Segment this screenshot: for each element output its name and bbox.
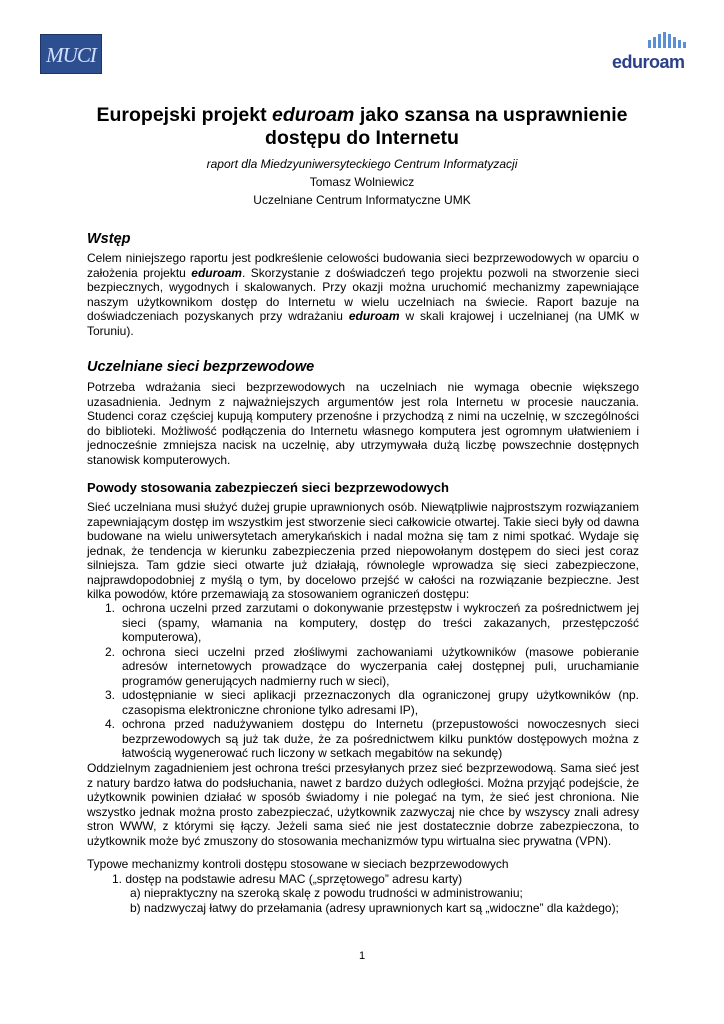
eduroam-logo bbox=[610, 30, 690, 78]
mechanism-1a: a) niepraktyczny na szeroką skalę z powodu trudności w administrowaniu; bbox=[130, 886, 523, 900]
mechanisms-intro: Typowe mechanizmy kontroli dostępu stosowane w sieciach bezprzewodowych bbox=[87, 857, 509, 871]
eduroam-logo-text: eduroam bbox=[612, 52, 685, 72]
mechanism-1: 1. dostęp na podstawie adresu MAC („sprzętowego” adresu karty) bbox=[112, 872, 463, 886]
page-number: 1 bbox=[358, 950, 366, 962]
author: Tomasz Wolniewicz bbox=[309, 175, 415, 189]
university-networks-paragraph: Potrzeba wdrażania sieci bezprzewodowych na uczelniach nie wymaga obecnie większego uzasadnienia. Jednym z najważniejszych argumentów jest rola Internetu w procesie nauczania. Studenci coraz częściej kupują komputery przenośne i przychodzą z nimi na uczelnię, w szczególności do biblioteki. Możliwość podłączenia do Internetu własnego komputera jest ogromnym ułatwieniem i jednocześnie zmniejsza nacisk na uczelnię, aby utrzymywała dużą liczbę powszechnie dostępnych stanowisk komputerowych. bbox=[87, 380, 639, 467]
heading-intro: Wstęp bbox=[87, 231, 131, 247]
page-title: Europejski projekt eduroam jako szansa na usprawnienie bbox=[96, 104, 628, 126]
list-item: 4. ochrona przed nadużywaniem dostępu do Internetu (przepustowości nowoczesnych sieci bezprzewodowych są już tak duże, że za pośrednictwem kilku punktów dostępowych można z łatwością wygenerować ruch liczony w setkach megabitów na sekundę) bbox=[105, 717, 639, 760]
heading-university-networks: Uczelniane sieci bezprzewodowe bbox=[87, 359, 315, 375]
muci-logo bbox=[40, 34, 102, 74]
page-title-line2: dostępu do Internetu bbox=[265, 127, 459, 149]
reasons-list bbox=[87, 601, 639, 761]
list-item: 1. ochrona uczelni przed zarzutami o dokonywanie przestępstw i wykroczeń za pośrednictwem jej sieci (spamy, włamania na komputery, dostęp do treści zakazanych, przestępczość komputerowa), bbox=[105, 601, 639, 644]
mechanism-1b: b) nadzwyczaj łatwy do przełamania (adresy uprawnionych kart są „widoczne” dla każdego); bbox=[130, 901, 619, 915]
list-item: 3. udostępnianie w sieci aplikacji przeznaczonych dla ograniczonej grupy użytkowników (np. czasopisma elektroniczne chronione tylko adresami IP), bbox=[105, 688, 639, 717]
muci-logo-text: MUCI bbox=[46, 43, 96, 67]
intro-paragraph: Celem niniejszego raportu jest podkreślenie celowości budowania sieci bezprzewodowych w oparciu o założenia projektu eduroam. Skorzystanie z doświadczeń tego projektu pozwoli na stworzenie sieci bezpiecznych, wygodnych i skalowanych. Przy okazji można uruchomić mechanizmy zapewniające naszym użytkownikom dostęp do Internetu w wielu uczelniach na świecie. Raport bazuje na doświadczeniach pozyskanych przy wdrażaniu eduroam w skali krajowej i uczelnianej (na UMK w Toruniu). bbox=[87, 251, 640, 338]
affiliation: Uczelniane Centrum Informatyczne UMK bbox=[253, 193, 471, 207]
wifi-waves-icon bbox=[646, 30, 690, 52]
content-protection-paragraph: Oddzielnym zagadnieniem jest ochrona treści przesyłanych przez sieć bezprzewodową. Sama sieć jest z natury bardzo łatwa do podsłuchania, nawet z bardzo dużych odległości. Można przyjąć podejście, że użytkownik powinien działać w sposób świadomy i nie polegać na tym, że sieć jest chroniona. Nie wszystko jednak można prosto zabezpieczać, użytkownik zazwyczaj nie chce by wszyscy znali adresy stron WWW, z którymi się łączy. Jeżeli sama sieć nie jest dostatecznie dobrze zabezpieczona, to użytkownik może być zmuszony do stosowania mechanizmów typu wirtualna siec prywatna (VPN). bbox=[87, 761, 639, 848]
heading-security-reasons: Powody stosowania zabezpieczeń sieci bezprzewodowych bbox=[87, 480, 449, 495]
security-reasons-paragraph: Sieć uczelniana musi służyć dużej grupie uprawnionych osób. Niewątpliwie najprostszym rozwiązaniem zapewniającym dostęp im wszystkim jest stworzenie sieci całkowicie otwartej. Takie sieci były od dawna budowane na wielu uniwersytetach amerykańskich i nadal można się tam z nimi spotkać. Wydaje się jednak, że tendencja w kierunku zabezpieczenia przed niepowołanym dostępem do sieci jest coraz silniejsza. Tam gdzie sieci otwarte już działają, równolegle wprowadza się sieci zabezpieczone, najprawdopodobniej z myślą o tym, by docelowo przejść w całości na rozwiązanie bezpieczne. Jest kilka powodów, które przemawiają za stosowaniem ograniczeń dostępu: bbox=[87, 500, 639, 601]
report-subtitle: raport dla Miedzyuniwersyteckiego Centrum Informatyzacji bbox=[206, 157, 518, 171]
list-item: 2. ochrona sieci uczelni przed złośliwymi zachowaniami użytkowników (masowe pobieranie adresów internetowych prowadzące do wyczerpania całej dostępnej puli, uruchamianie programów generujących nadmierny ruch w sieci), bbox=[105, 644, 639, 688]
